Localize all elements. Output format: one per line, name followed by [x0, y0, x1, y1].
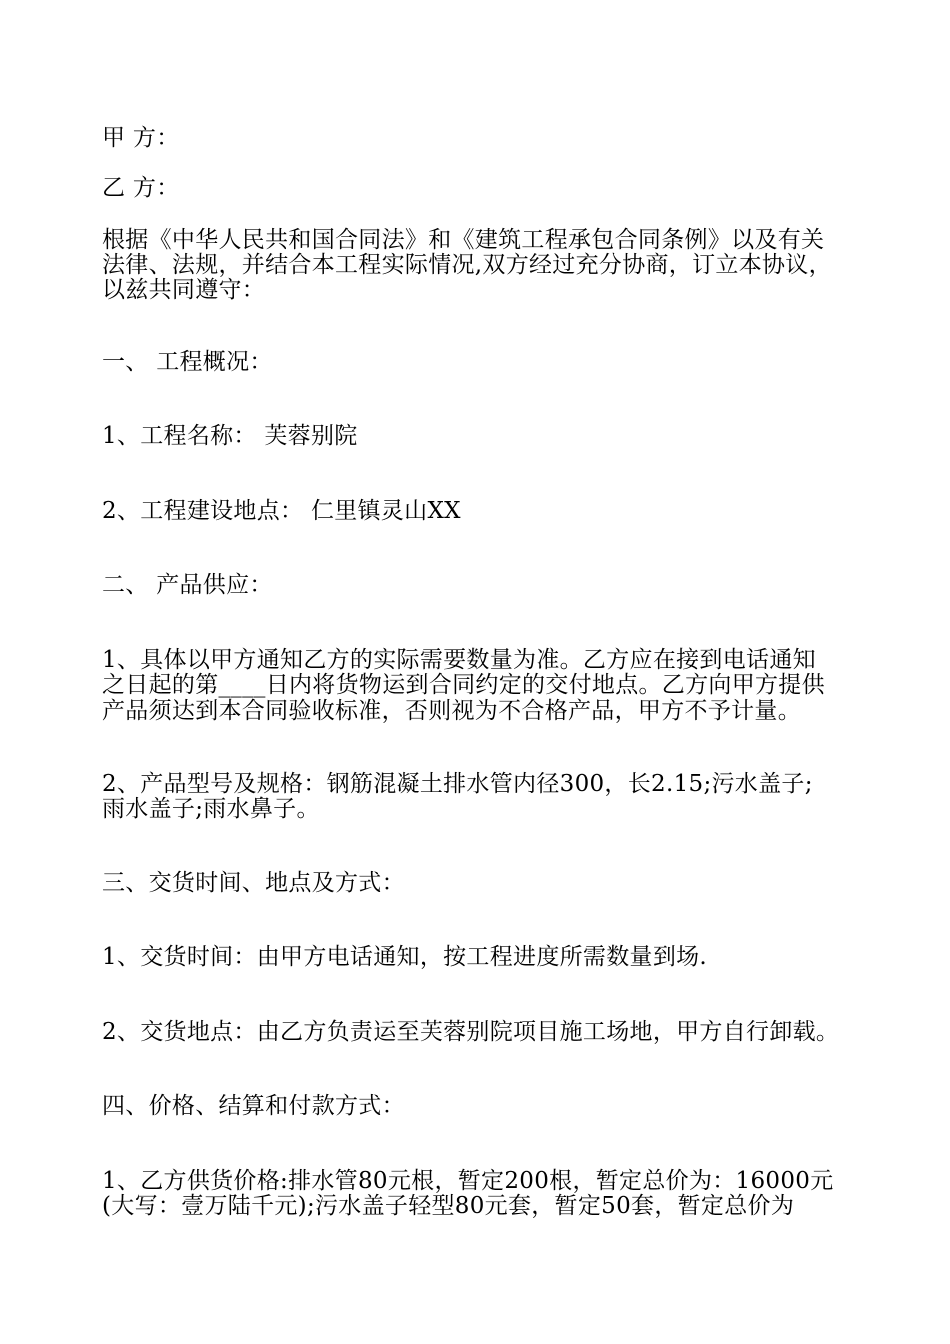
section-2-heading: 二、 产品供应：: [102, 572, 273, 598]
section-4-heading: 四、价格、结算和付款方式：: [102, 1093, 405, 1119]
supply-line-1: 1、具体以甲方通知乙方的实际需要数量为准。乙方应在接到电话通知: [102, 647, 816, 673]
price-line-2: (大写：壹万陆千元);污水盖子轻型80元套，暂定50套，暂定总价为: [102, 1193, 795, 1219]
party-b-label: 乙 方：: [102, 175, 180, 201]
delivery-place: 2、交货地点：由乙方负责运至芙蓉别院项目施工场地，甲方自行卸载。: [102, 1019, 840, 1045]
price-line-1: 1、乙方供货价格:排水管80元根，暂定200根，暂定总价为：16000元: [102, 1168, 834, 1194]
intro-line-3: 以兹共同遵守：: [102, 277, 266, 303]
delivery-time: 1、交货时间：由甲方电话通知，按工程进度所需数量到场.: [102, 944, 708, 970]
spec-line-2: 雨水盖子;雨水鼻子。: [102, 796, 320, 822]
project-location: 2、工程建设地点： 仁里镇灵山XX: [102, 498, 461, 524]
intro-line-1: 根据《中华人民共和国合同法》和《建筑工程承包合同条例》以及有关: [102, 227, 825, 253]
project-name: 1、工程名称： 芙蓉别院: [102, 423, 358, 449]
section-3-heading: 三、交货时间、地点及方式：: [102, 870, 405, 896]
supply-line-2: 之日起的第____日内将货物运到合同约定的交付地点。乙方向甲方提供: [102, 672, 825, 698]
party-a-label: 甲 方：: [102, 125, 180, 151]
section-1-heading: 一、 工程概况：: [102, 349, 273, 375]
spec-line-1: 2、产品型号及规格：钢筋混凝土排水管内径300，长2.15;污水盖子;: [102, 771, 813, 797]
intro-line-2: 法律、法规，并结合本工程实际情况,双方经过充分协商，订立本协议，: [102, 252, 832, 278]
supply-line-3: 产品须达到本合同验收标准，否则视为不合格产品，甲方不予计量。: [102, 698, 801, 724]
